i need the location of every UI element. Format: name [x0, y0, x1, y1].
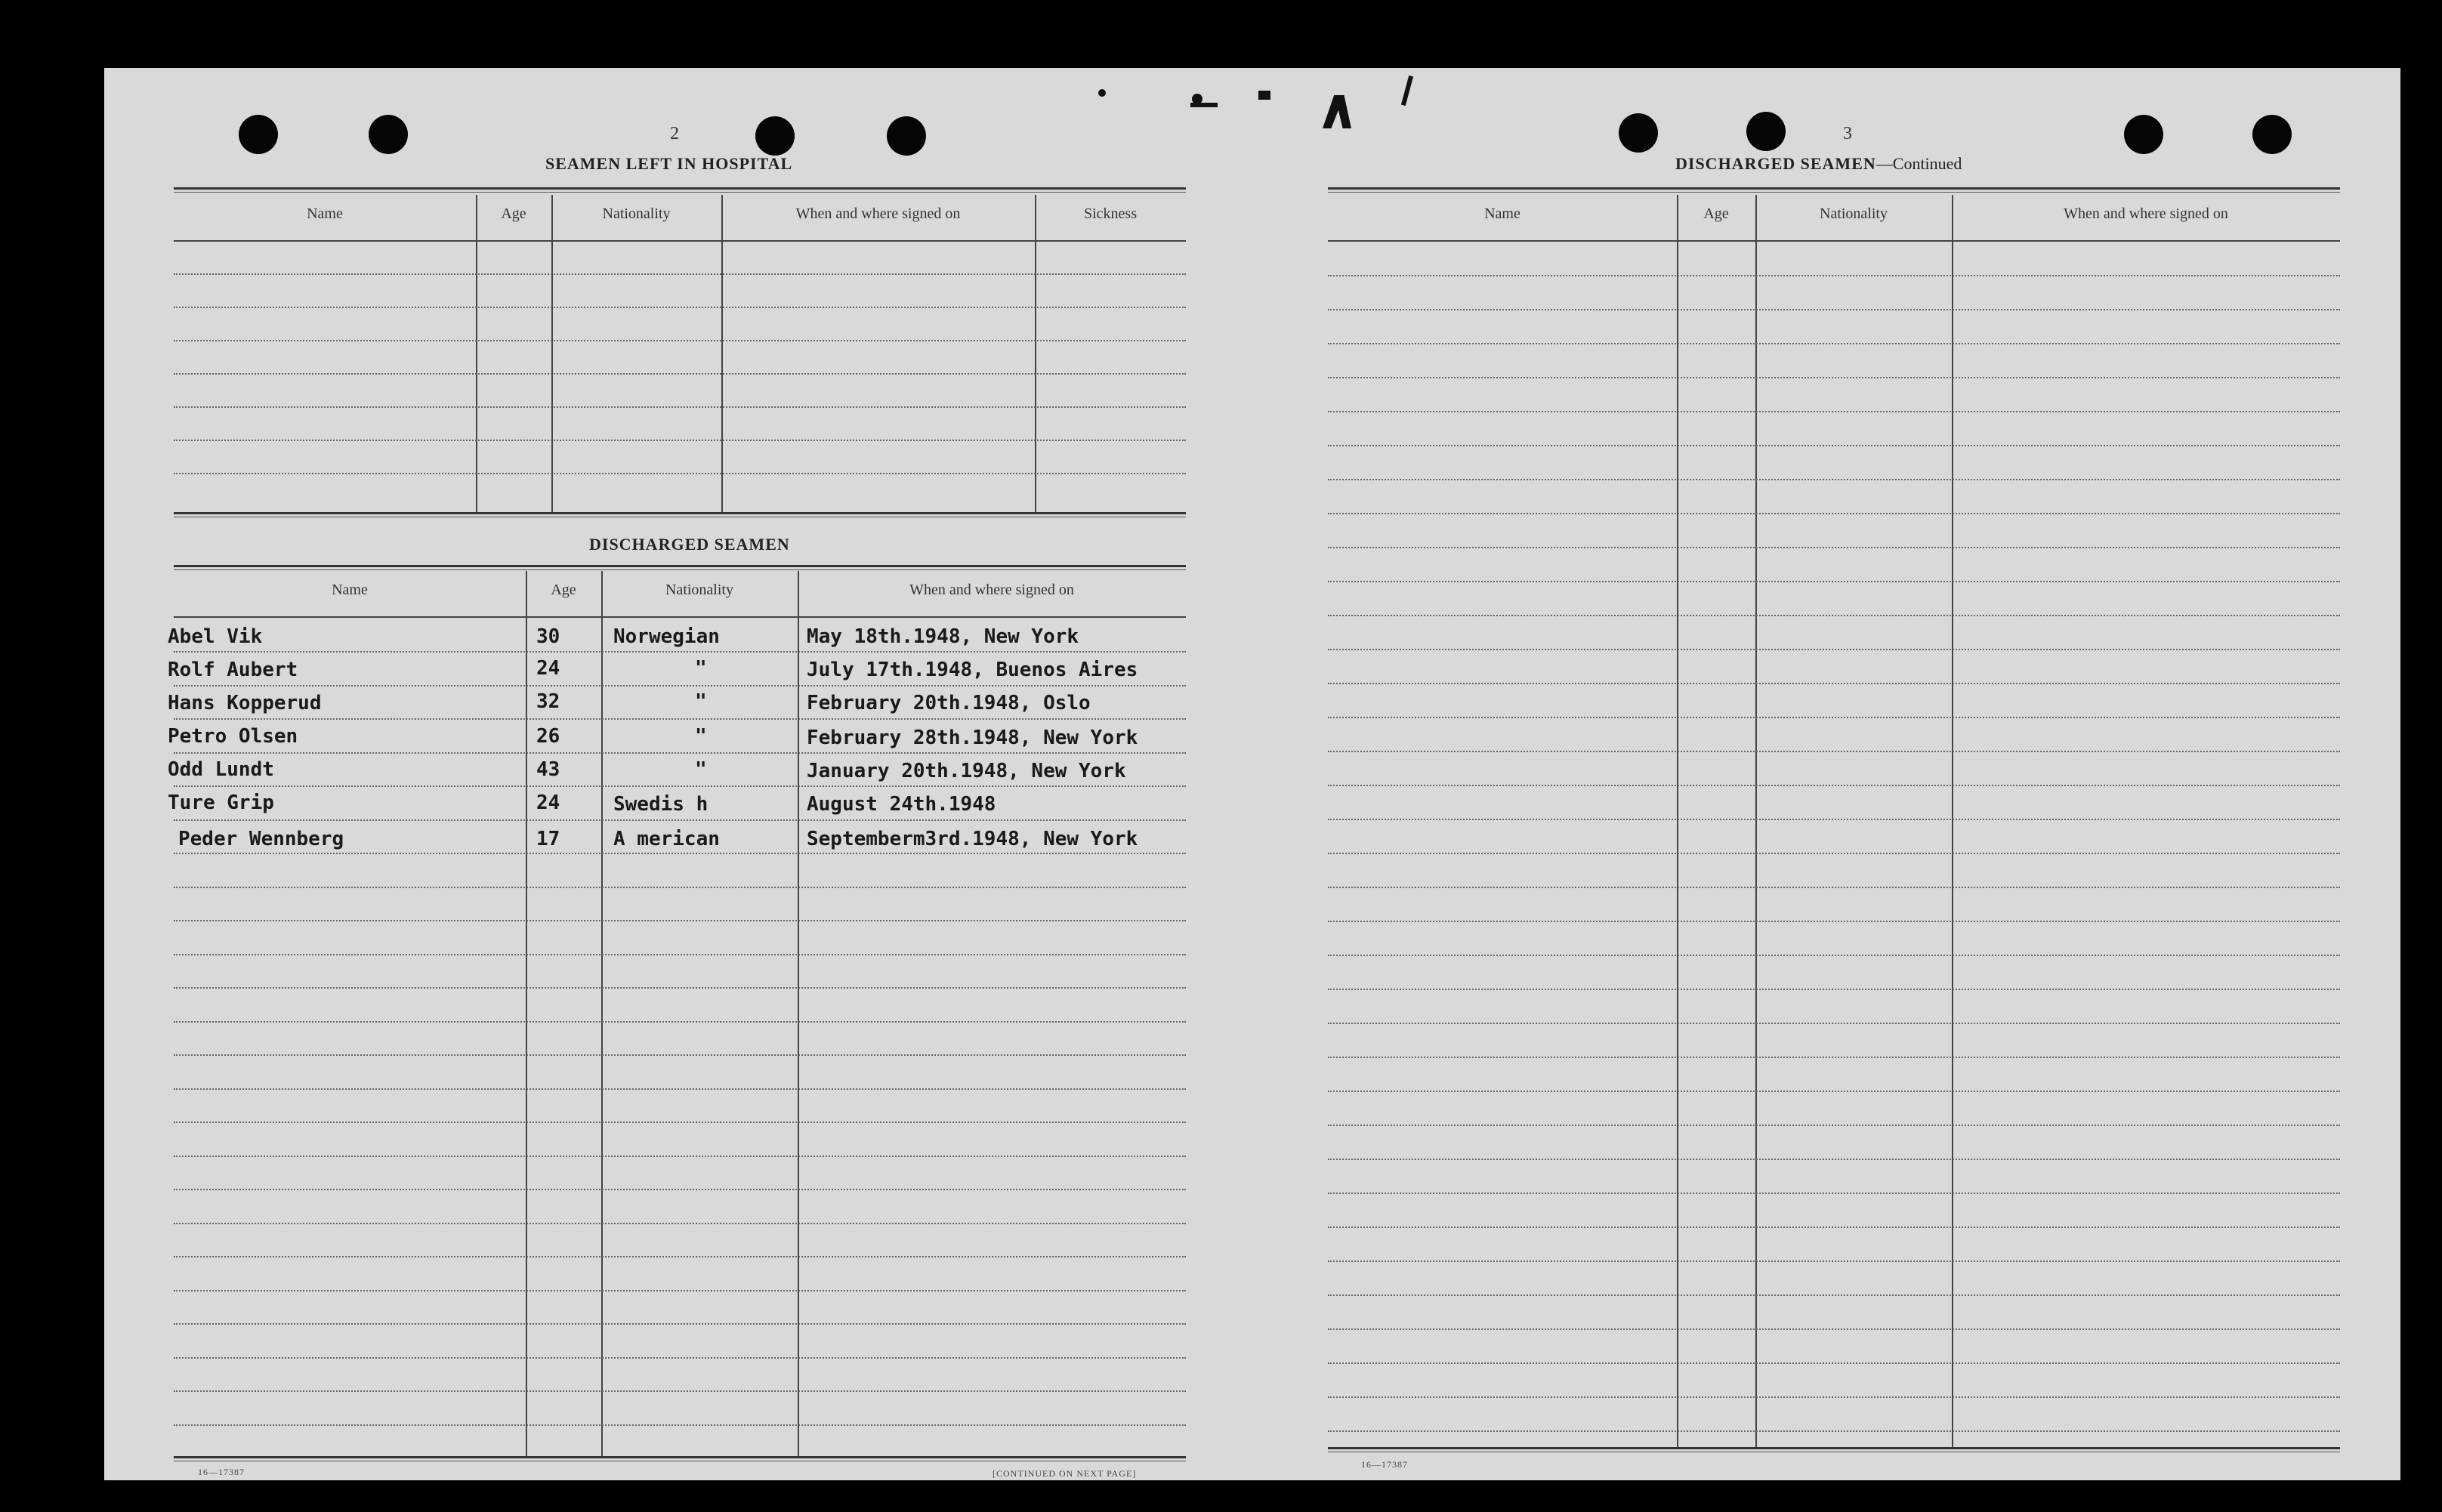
- seaman-nationality: ": [695, 657, 707, 680]
- row-rule: [174, 819, 1186, 821]
- row-rule: [1328, 1227, 2340, 1228]
- row-rule: [174, 1122, 1186, 1123]
- row-rule: [174, 785, 1186, 787]
- row-rule: [1328, 649, 2340, 650]
- row-rule: [174, 1357, 1186, 1359]
- row-rule: [174, 307, 1186, 308]
- column-divider: [1952, 195, 1953, 1447]
- seaman-age: 32: [536, 690, 560, 713]
- row-rule: [1328, 547, 2340, 548]
- row-rule: [174, 273, 1186, 275]
- row-rule: [1328, 683, 2340, 684]
- row-rule: [1328, 1396, 2340, 1398]
- header-rule: [1328, 240, 2340, 242]
- row-rule: [174, 1390, 1186, 1392]
- column-divider: [721, 195, 723, 514]
- row-rule: [174, 1156, 1186, 1157]
- row-rule: [174, 920, 1186, 921]
- seaman-nationality: ": [695, 725, 707, 748]
- row-rule: [174, 440, 1186, 441]
- row-rule: [174, 987, 1186, 989]
- seaman-signed-on: July 17th.1948, Buenos Aires: [807, 659, 1138, 681]
- header-rule: [174, 616, 1186, 618]
- row-rule: [1328, 411, 2340, 412]
- row-rule: [174, 651, 1186, 653]
- row-rule: [174, 1189, 1186, 1190]
- row-rule: [174, 473, 1186, 474]
- seaman-age: 24: [536, 791, 560, 814]
- seaman-name: Hans Kopperud: [168, 692, 322, 714]
- title-text: DISCHARGED SEAMEN: [1675, 154, 1876, 173]
- seaman-age: 43: [536, 758, 560, 781]
- document-sheet: [104, 68, 2400, 1480]
- column-header: Age: [501, 205, 526, 222]
- seaman-name: Odd Lundt: [168, 758, 274, 781]
- discharged-section-title: DISCHARGED SEAMEN: [589, 535, 790, 554]
- seaman-name: Rolf Aubert: [168, 659, 298, 681]
- column-header: Name: [307, 205, 343, 222]
- seaman-nationality: Norwegian: [613, 625, 720, 648]
- row-rule: [1328, 513, 2340, 514]
- column-header: When and where signed on: [795, 205, 961, 222]
- discharged-continued-title: [1675, 154, 1962, 174]
- row-rule: [174, 954, 1186, 955]
- right-page: [1252, 68, 2400, 1480]
- page-number: 3: [1843, 124, 1852, 143]
- row-rule: [1328, 275, 2340, 276]
- column-header: Name: [1484, 205, 1520, 222]
- row-rule: [174, 1054, 1186, 1056]
- row-rule: [1328, 785, 2340, 786]
- seaman-nationality: Swedis h: [613, 793, 709, 816]
- column-divider: [1035, 195, 1036, 514]
- row-rule: [174, 1424, 1186, 1426]
- seaman-name: Peder Wennberg: [178, 828, 344, 850]
- row-rule: [174, 1323, 1186, 1325]
- row-rule: [1328, 887, 2340, 888]
- row-rule: [1328, 1261, 2340, 1262]
- column-header: Nationality: [602, 205, 671, 222]
- left-page: [104, 68, 1252, 1480]
- hospital-section-title: SEAMEN LEFT IN HOSPITAL: [545, 154, 793, 173]
- column-header: Age: [1703, 205, 1729, 222]
- page-number: 2: [670, 124, 679, 143]
- row-rule: [1328, 921, 2340, 922]
- double-rule: [1328, 1447, 2340, 1452]
- row-rule: [1328, 615, 2340, 616]
- column-header: Age: [551, 582, 576, 598]
- seaman-name: Petro Olsen: [168, 725, 298, 748]
- row-rule: [174, 1223, 1186, 1224]
- row-rule: [174, 1256, 1186, 1257]
- row-rule: [1328, 1193, 2340, 1194]
- row-rule: [174, 373, 1186, 375]
- row-rule: [1328, 853, 2340, 854]
- seaman-age: 24: [536, 657, 560, 680]
- row-rule: [174, 1290, 1186, 1291]
- seaman-age: 17: [536, 828, 560, 850]
- row-rule: [174, 406, 1186, 408]
- continued-note: [CONTINUED ON NEXT PAGE]: [993, 1468, 1137, 1479]
- form-code: 16—17387: [198, 1467, 245, 1477]
- row-rule: [174, 752, 1186, 754]
- hospital-table: [174, 195, 1186, 514]
- column-divider: [476, 195, 477, 514]
- row-rule: [1328, 309, 2340, 310]
- column-header: Nationality: [1820, 205, 1888, 222]
- column-divider: [1755, 195, 1757, 1447]
- double-rule: [174, 512, 1186, 517]
- seaman-name: Abel Vik: [168, 625, 263, 648]
- row-rule: [174, 1088, 1186, 1090]
- seaman-name: Ture Grip: [168, 791, 274, 814]
- row-rule: [1328, 989, 2340, 990]
- row-rule: [1328, 1023, 2340, 1024]
- row-rule: [1328, 751, 2340, 752]
- row-rule: [1328, 1057, 2340, 1058]
- column-header: Name: [332, 582, 368, 598]
- seaman-nationality: ": [695, 758, 707, 781]
- row-rule: [1328, 1430, 2340, 1432]
- column-header: When and where signed on: [909, 582, 1074, 598]
- row-rule: [1328, 1159, 2340, 1160]
- double-rule: [174, 1456, 1186, 1461]
- seaman-signed-on: August 24th.1948: [807, 793, 996, 816]
- seaman-nationality: ": [695, 690, 707, 713]
- seaman-signed-on: May 18th.1948, New York: [807, 625, 1079, 648]
- row-rule: [1328, 479, 2340, 480]
- row-rule: [1328, 377, 2340, 378]
- row-rule: [1328, 1125, 2340, 1126]
- row-rule: [1328, 1091, 2340, 1092]
- title-suffix: —Continued: [1875, 154, 1962, 173]
- row-rule: [174, 1021, 1186, 1023]
- row-rule: [174, 685, 1186, 687]
- double-rule: [174, 565, 1186, 570]
- row-rule: [1328, 1328, 2340, 1330]
- column-header: Nationality: [665, 582, 733, 598]
- double-rule: [174, 187, 1186, 193]
- row-rule: [1328, 343, 2340, 344]
- row-rule: [174, 340, 1186, 341]
- row-rule: [1328, 717, 2340, 718]
- seaman-signed-on: Septemberm3rd.1948, New York: [807, 828, 1138, 850]
- seaman-signed-on: January 20th.1948, New York: [807, 760, 1126, 782]
- seaman-signed-on: February 20th.1948, Oslo: [807, 692, 1091, 714]
- row-rule: [1328, 581, 2340, 582]
- row-rule: [1328, 1294, 2340, 1296]
- row-rule: [174, 718, 1186, 720]
- row-rule: [174, 853, 1186, 854]
- seaman-age: 30: [536, 625, 560, 648]
- double-rule: [1328, 187, 2340, 193]
- discharged-continued-table: [1328, 195, 2340, 1447]
- column-header: Sickness: [1084, 205, 1137, 222]
- header-rule: [174, 240, 1186, 242]
- row-rule: [1328, 1362, 2340, 1364]
- column-header: When and where signed on: [2064, 205, 2228, 222]
- row-rule: [174, 887, 1186, 888]
- seaman-age: 26: [536, 725, 560, 748]
- discharged-table: [168, 571, 1186, 1458]
- seaman-signed-on: February 28th.1948, New York: [807, 727, 1138, 749]
- form-code: 16—17387: [1361, 1459, 1408, 1470]
- row-rule: [1328, 445, 2340, 446]
- seaman-nationality: A merican: [613, 828, 720, 850]
- row-rule: [1328, 819, 2340, 820]
- row-rule: [1328, 955, 2340, 956]
- column-divider: [1677, 195, 1678, 1447]
- column-divider: [551, 195, 553, 514]
